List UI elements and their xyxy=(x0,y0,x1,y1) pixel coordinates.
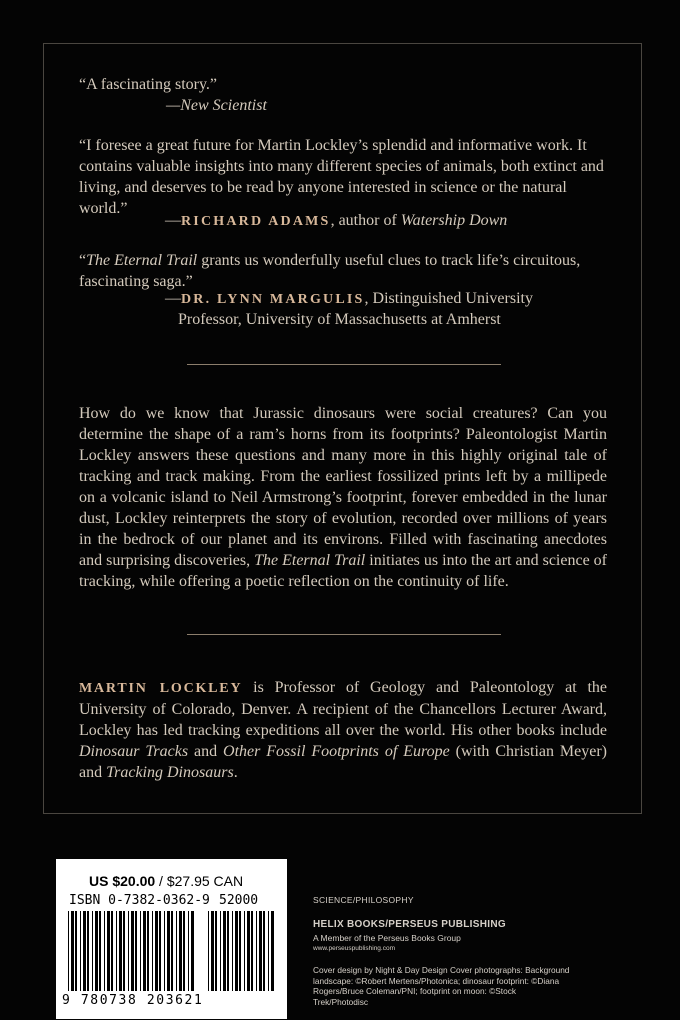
description-title: The Eternal Trail xyxy=(254,552,366,569)
barcode-bar xyxy=(164,911,165,991)
publisher-member: A Member of the Perseus Books Group xyxy=(313,933,461,943)
barcode-bar xyxy=(128,911,129,991)
barcode-bar xyxy=(147,911,149,991)
bio-end: . xyxy=(233,764,238,781)
book-description xyxy=(79,403,607,592)
barcode-bar xyxy=(183,911,185,991)
dash: — xyxy=(165,212,181,229)
isbn: ISBN 0-7382-0362-9 xyxy=(69,893,210,908)
barcode-bar xyxy=(176,911,177,991)
barcode-bar xyxy=(239,911,241,991)
barcode-bar xyxy=(179,911,182,991)
barcode-bar xyxy=(232,911,233,991)
barcode-bar xyxy=(188,911,189,991)
barcode-bar xyxy=(152,911,153,991)
praise-source-3 xyxy=(165,288,533,310)
barcode-bar xyxy=(104,911,105,991)
divider-2 xyxy=(187,634,501,635)
attribution-role: , Distinguished University xyxy=(364,290,533,307)
barcode-bar xyxy=(227,911,229,991)
barcode-box xyxy=(56,859,287,1019)
ean-number: 9 780738 203621 xyxy=(62,993,204,1008)
description-part1: How do we know that Jurassic dinosaurs were social creatures? Can you determine the shape of a ram’s horns from its footprints? Paleontologist Martin Lockley answers these questions and many more in this highly original tale of tracking and track making. From the earliest fossilized prints left by a millipede on a volcanic island to Neil Armstrong’s footprint, forever embedded in the lunar dust, Lockley reinterprets the story of evolution, recorded over millions of years in the bedrock of our planet and its environs. Filled with fascinating anecdotes and surprising discoveries, xyxy=(79,405,607,569)
attribution-book: Watership Down xyxy=(400,212,508,229)
barcode-bar xyxy=(131,911,134,991)
barcode-bar xyxy=(191,911,194,991)
praise-quote-2: “I foresee a great future for Martin Lockley’s splendid and informative work. It contains valuable insights into many different species of animals, both extinct and living, and deserves to be read by anyone interested in science or the natural world.” xyxy=(79,137,604,217)
barcode-bar xyxy=(263,911,265,991)
barcode-bar xyxy=(268,911,269,991)
barcode-bar xyxy=(171,911,173,991)
barcode-bar xyxy=(220,911,221,991)
bio-book-3: Tracking Dinosaurs xyxy=(106,764,234,781)
bio-book-1: Dinosaur Tracks xyxy=(79,743,189,760)
barcode-bar xyxy=(215,911,217,991)
publisher-name: HELIX BOOKS/PERSEUS PUBLISHING xyxy=(313,919,506,930)
barcode-bar xyxy=(68,911,69,991)
praise-source-1: —New Scientist xyxy=(166,97,267,114)
barcode-bar xyxy=(256,911,257,991)
barcode-bar xyxy=(235,911,238,991)
bio-book-2: Other Fossil Footprints of Europe xyxy=(223,743,450,760)
barcode-bar xyxy=(211,911,214,991)
barcode-bar xyxy=(119,911,122,991)
addon-code: 52000 xyxy=(219,893,259,908)
barcode-bar xyxy=(87,911,89,991)
quote-rest: grants us wonderfully useful clues to track life’s circuitous, fascinating saga.” xyxy=(79,252,581,290)
barcode-bar xyxy=(155,911,158,991)
barcode-bar xyxy=(208,911,209,991)
barcode-bar xyxy=(83,911,86,991)
category: SCIENCE/PHILOSOPHY xyxy=(313,895,414,905)
praise-source-3-line2: Professor, University of Massachusetts at Amherst xyxy=(178,311,501,328)
barcode-bar xyxy=(247,911,250,991)
praise-source-2 xyxy=(165,210,507,232)
barcode-bar xyxy=(143,911,146,991)
description-part2: initiates us into the art and science of tracking, while offering a poetic reflection on the continuity of life. xyxy=(79,552,608,590)
barcode-bar xyxy=(159,911,161,991)
barcode-bar xyxy=(116,911,117,991)
price-can: / $27.95 CAN xyxy=(155,873,244,889)
dash: — xyxy=(165,290,181,307)
praise-quote-3 xyxy=(79,250,619,292)
price-us: US $20.00 xyxy=(89,873,156,889)
barcode-bar xyxy=(80,911,81,991)
barcode-bar xyxy=(111,911,113,991)
barcode-bar xyxy=(271,911,274,991)
barcode-bar xyxy=(71,911,74,991)
barcode-bar xyxy=(107,911,110,991)
author-bio xyxy=(79,677,607,783)
barcode-bar xyxy=(99,911,101,991)
barcode-bar xyxy=(251,911,253,991)
barcode-bar xyxy=(135,911,137,991)
bio-and: and xyxy=(188,743,224,760)
bio-text-2: (with Christian Meyer) and xyxy=(79,743,608,781)
open-quote: “ xyxy=(79,252,87,269)
barcode-bar xyxy=(259,911,262,991)
barcode-bar xyxy=(167,911,170,991)
addon-barcode xyxy=(206,911,278,991)
barcode-bar xyxy=(95,911,98,991)
barcode-bar xyxy=(92,911,93,991)
attribution-name: DR. LYNN MARGULIS xyxy=(181,292,365,307)
publisher-website: www.perseuspublishing.com xyxy=(313,945,396,952)
price xyxy=(89,873,243,889)
divider-1 xyxy=(187,364,501,365)
barcode-bar xyxy=(75,911,77,991)
barcode-bar xyxy=(223,911,226,991)
bio-text-1: is Professor of Geology and Paleontology at the University of Colorado, Denver. A recipient of the Chancellors Lecturer Award, Lockley has led tracking expeditions all over the world. His other books include xyxy=(79,679,608,739)
ean-barcode xyxy=(66,911,198,991)
author-name: MARTIN LOCKLEY xyxy=(79,681,243,696)
barcode-bar xyxy=(244,911,245,991)
praise-quote-1: “A fascinating story.” xyxy=(79,76,218,93)
attribution-role: , author of xyxy=(330,212,401,229)
barcode-bar xyxy=(140,911,141,991)
quote-title: The Eternal Trail xyxy=(86,252,198,269)
attribution-name: RICHARD ADAMS xyxy=(181,214,331,229)
barcode-bar xyxy=(123,911,125,991)
cover-credits: Cover design by Night & Day Design Cover photographs: Background landscape: ©Robert Mertens/Photonica; dinosaur footprint: ©Diana Rogers/Bruce Coleman/PNI; footprint on moon: ©Stock Trek/Photodisc xyxy=(313,965,570,1007)
